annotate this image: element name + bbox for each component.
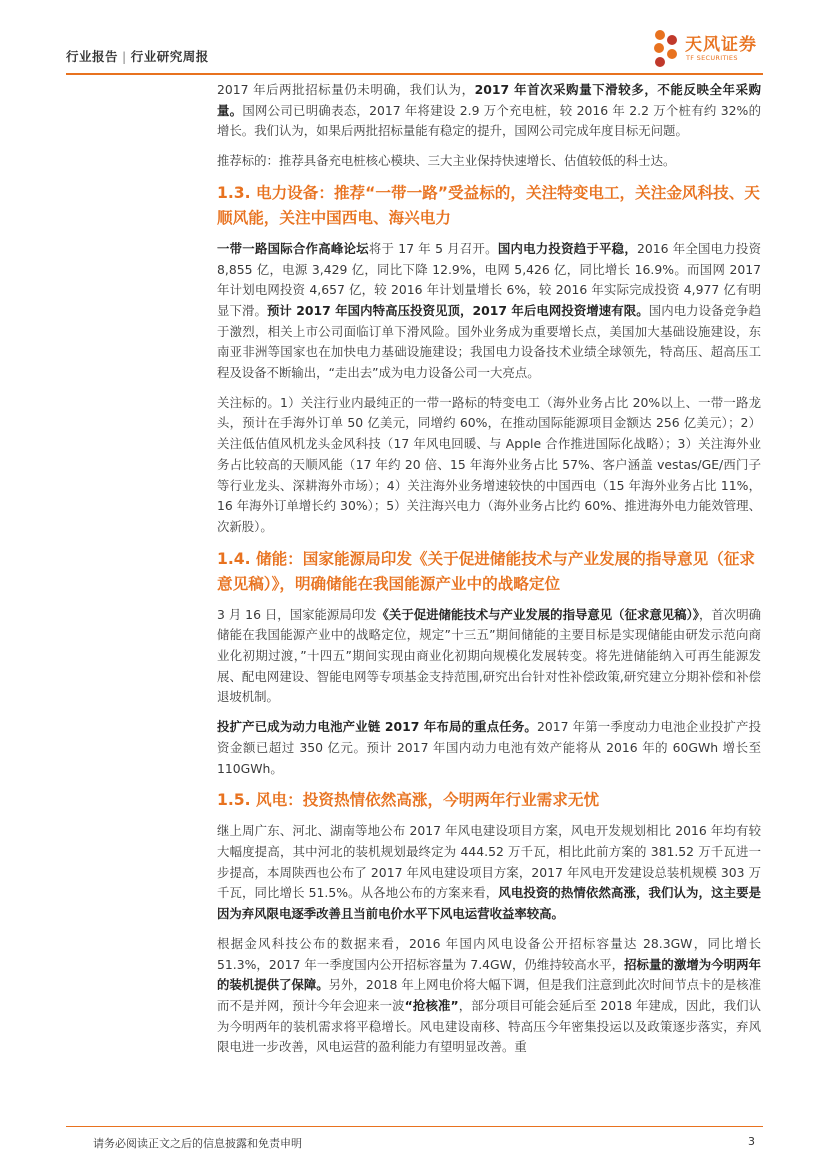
header-divider <box>66 73 763 75</box>
text-run: 2017 年第一季度动力电池企业投扩产投资金额已超过 350 亿元。预计 2017 年国内动力电池有效产能将从 2016 年的 60GWh 增长至 110GWh。 <box>217 719 761 776</box>
header-separator: | <box>122 49 127 64</box>
text-run: 3 月 16 日，国家能源局印发 <box>217 606 377 622</box>
text-run: 另外，2018 年上网电价将大幅下调，但是我们注意到此次时间节点卡的是核准而不是并网，预计今年会迎来一波 <box>217 977 762 1013</box>
footer-divider <box>66 1126 763 1127</box>
body-paragraph <box>217 239 761 384</box>
page-number: 3 <box>748 1135 755 1148</box>
logo-name-cn: 天风证券 <box>685 35 757 55</box>
text-run: 关注标的。1）关注行业内最纯正的一带一路标的特变电工（海外业务占比 20%以上、一带一路龙头，预计在手海外订单 50 亿美元，同增约 60%，在推动国际能源项目金额达 256 亿美元）；2）关注低估值风机龙头金风科技（17 年风电回暖、与 Apple 合作推进国际化战略）；3）关注海外业务占比较高的天顺风能（17 年约 20 倍、15 年海外业务占比 57%、客户涵盖 vestas/GE/西门子等行业龙头、深耕海外市场）；4）关注海外业务增速较快的中国西电（15 年海外业务占比 11%，16 年海外订单增长约 30%）；5）关注海兴电力（海外业务占比约 60%、推进海外电力能效管理、次新股）。 <box>217 394 761 534</box>
emphasis-text: 招标量的激增为今明两年的装机提供了保障。 <box>217 956 762 993</box>
section-heading: 1.4. 储能：国家能源局印发《关于促进储能技术与产业发展的指导意见（征求意见稿）》，明确储能在我国能源产业中的战略定位 <box>217 549 755 593</box>
report-name: 行业研究周报 <box>130 49 209 64</box>
body-paragraph <box>217 80 761 142</box>
logo-name-en: TF SECURITIES <box>686 54 738 62</box>
emphasis-text: 《关于促进储能技术与产业发展的指导意见（征求意见稿）》 <box>376 606 699 622</box>
emphasis-text: 风电投资的热情依然高涨，我们认为，这主要是因为弃风限电逐季改善且当前电价水平下风电运营收益率较高。 <box>217 885 762 922</box>
body-paragraph <box>217 821 761 925</box>
footer-disclaimer: 请务必阅读正文之后的信息披露和免责申明 <box>93 1137 302 1150</box>
report-category <box>66 47 209 65</box>
section-heading: 1.5. 风电：投资热情依然高涨，今明两年行业需求无忧 <box>217 791 600 810</box>
report-body <box>217 80 761 1067</box>
emphasis-text: 2017 年首次采购量下滑较多，不能反映全年采购量。 <box>217 82 761 118</box>
company-logo <box>651 29 761 69</box>
text-run: 将于 17 年 5 月召开。 <box>368 240 498 256</box>
report-type: 行业报告 <box>66 49 119 64</box>
text-run: 2016 年全国电力投资 8,855 亿，电源 3,429 亿，同比下降 12.9%，电网 5,426 亿，同比增长 16.9%。而国网 2017 年计划电网投资 4,657 亿，较 2016 年计划量增长 6%，较 2016 年实际完成投资 4,977 亿有明显下滑。 <box>217 240 761 318</box>
body-paragraph <box>217 605 761 709</box>
text-run: 2017 年后两批招标量仍未明确，我们认为， <box>217 82 475 97</box>
text-run: ，首次明确储能在我国能源产业中的战略定位，规定”十三五”期间储能的主要目标是实现储能由研发示范向商业化初期过渡，”十四五”期间实现由商业化初期向规模化发展转变。将先进储能纳入可再生能源发展、配电网建设、智能电网等专项基金支持范围,研究出台针对性补偿政策,研究建立分期补偿和补偿退坡机制。 <box>217 606 761 705</box>
body-paragraph <box>217 151 761 172</box>
text-run: 根据金风科技公布的数据来看，2016 年国内风电设备公开招标容量达 28.3GW，同比增长 51.3%，2017 年一季度国内公开招标容量为 7.4GW，仍维持较高水平， <box>217 935 761 972</box>
body-paragraph <box>217 934 761 1058</box>
text-run: 国网公司已明确表态，2017 年将建设 2.9 万个充电桩，较 2016 年 2.2 万个桩有约 32%的增长。我们认为，如果后两批招标量能有稳定的提升，国网公司完成年度目标无问题。 <box>217 102 762 139</box>
text-run: ，部分项目可能会延后至 2018 年建成，因此，我们认为今明两年的装机需求将平稳增长。风电建设南移、特高压今年密集投运以及政策逐步落实，弃风限电进一步改善，风电运营的盈利能力有望明显改善。重 <box>217 997 762 1055</box>
text-run: 国内电力设备竞争趋于激烈，相关上市公司面临订单下滑风险。国外业务成为重要增长点，美国加大基础设施建设，东南亚非洲等国家也在加快电力基础设施建设；我国电力设备技术业绩全球领先，特高压、超高压工程及设备不断输出，“走出去”成为电力设备公司一大亮点。 <box>217 302 761 381</box>
text-run: 推荐标的：推荐具备充电桩核心模块、三大主业保持快速增长、估值较低的科士达。 <box>217 153 676 169</box>
text-run: 继上周广东、河北、湖南等地公布 2017 年风电建设项目方案，风电开发规划相比 2016 年均有较大幅度提高，其中河北的装机规划最终定为 444.52 万千瓦，相比此前方案的 381.52 万千瓦进一步提高，本周陕西也公布了 2017 年风电建设项目方案，2017 年风电开发建设总装机规模 303 万千瓦，同比增长 51.5%。从各地公布的方案来看， <box>217 823 761 901</box>
emphasis-text: 一带一路国际合作高峰论坛 <box>217 240 369 256</box>
emphasis-text: 国内电力投资趋于平稳， <box>497 240 637 256</box>
emphasis-text: “抢核准” <box>404 997 459 1013</box>
emphasis-text: 投扩产已成为动力电池产业链 2017 年布局的重点任务。 <box>217 719 537 735</box>
emphasis-text: 预计 2017 年国内特高压投资见顶，2017 年后电网投资增速有限。 <box>266 302 649 318</box>
body-paragraph <box>217 717 761 779</box>
body-paragraph <box>217 393 761 538</box>
section-heading: 1.3. 电力设备：推荐“一带一路”受益标的，关注特变电工，关注金风科技、天顺风能，关注中国西电、海兴电力 <box>217 183 760 227</box>
logo-mark-icon <box>651 29 681 69</box>
